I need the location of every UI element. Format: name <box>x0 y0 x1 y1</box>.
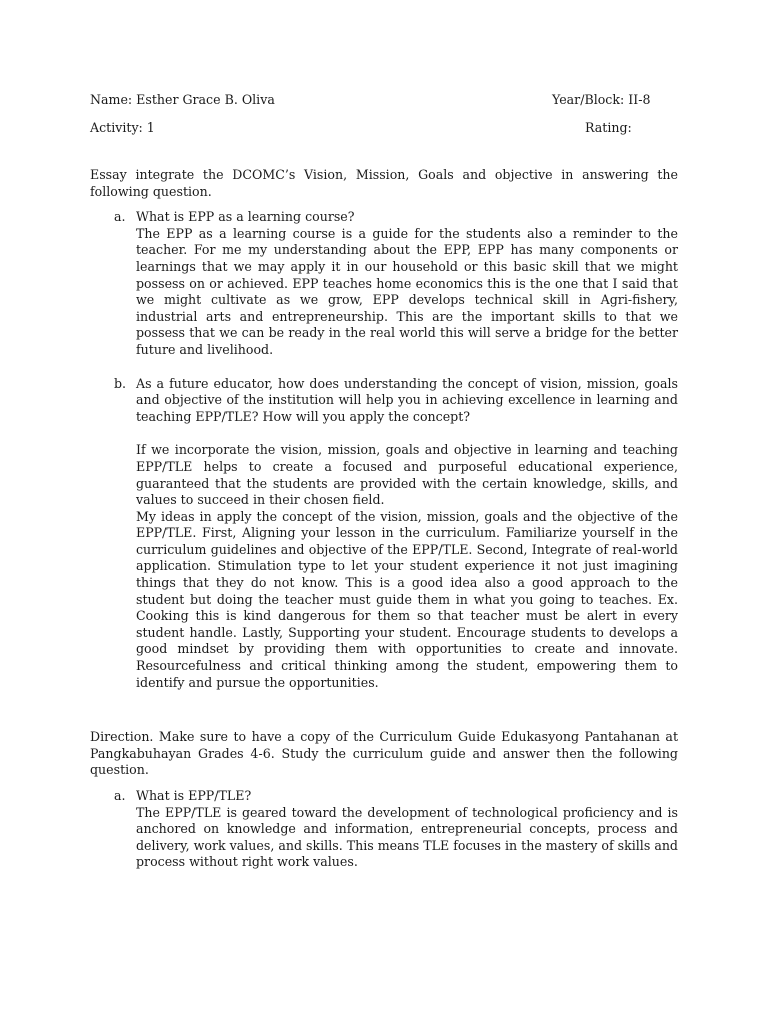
activity-number: Activity: 1 <box>90 120 155 135</box>
question-text: As a future educator, how does understanding the concept of vision, mission, goals and objective of the institution will help you in achieving excellence in learning and teaching EPP/TLE? How will you apply the concept? <box>136 375 678 424</box>
rating-label: Rating: <box>585 120 632 135</box>
header-row-1 <box>90 92 678 109</box>
direction-question-item-a <box>90 788 678 871</box>
direction-text: Direction. Make sure to have a copy of the Curriculum Guide Edukasyong Pantahanan at Pangkabuhayan Grades 4-6. Study the curriculum guide and answer then the following question. <box>90 729 678 778</box>
question-item-b <box>90 376 678 692</box>
document-page <box>90 92 678 871</box>
list-marker: a. <box>114 788 126 803</box>
answer-text: My ideas in apply the concept of the vision, mission, goals and the objective of the EPP/TLE. First, Aligning your lesson in the curriculum. Familiarize yourself in the curriculum guidelines and objective of the EPP/TLE. Second, Integrate of real-world application. Stimulation type to let your student experience it not just imagining things that they do not know. This is a good idea also a good approach to the student but doing the teacher must guide them in what you going to teaches. Ex. Cooking this is kind dangerous for them so that teacher must be alert in every student handle. Lastly, Supporting your student. Encourage students to develops a good mindset by providing them with opportunities to create and innovate. Resourcefulness and critical thinking among the student, empowering them to identify and pursue the opportunities. <box>136 508 678 690</box>
answer-text: The EPP/TLE is geared toward the development of technological proficiency and is anchored on knowledge and information, entrepreneurial concepts, process and delivery, work values, and skills. This means TLE focuses in the mastery of skills and process without right work values. <box>136 804 678 870</box>
essay-question-list <box>90 209 678 691</box>
student-name: Name: Esther Grace B. Oliva <box>90 92 275 107</box>
question-text: What is EPP as a learning course? <box>136 209 355 225</box>
list-marker: b. <box>114 375 127 391</box>
year-block: Year/Block: II-8 <box>552 92 651 107</box>
essay-intro: Essay integrate the DCOMC’s Vision, Mission, Goals and objective in answering the following question. <box>90 167 678 199</box>
answer-text: If we incorporate the vision, mission, goals and objective in learning and teaching EPP/TLE helps to create a focused and purposeful educational experience, guaranteed that the students are provided with the certain knowledge, skills, and values to succeed in their chosen field. <box>136 442 678 508</box>
list-marker: a. <box>114 209 126 225</box>
header-row-2 <box>90 120 678 137</box>
question-text: What is EPP/TLE? <box>136 788 252 803</box>
answer-text: The EPP as a learning course is a guide for the students also a reminder to the teacher. For me my understanding about the EPP, EPP has many components or learnings that we may apply it in our household or this basic skill that we might possess on or achieved. EPP teaches home economics this is the one that I said that we might cultivate as we grow, EPP develops technical skill in Agri-fishery, industrial arts and entrepreneurship. This are the important skills to that we possess that we can be ready in the real world this will serve a bridge for the better future and livelihood. <box>136 225 678 357</box>
direction-question-list <box>90 788 678 871</box>
question-item-a <box>90 209 678 358</box>
